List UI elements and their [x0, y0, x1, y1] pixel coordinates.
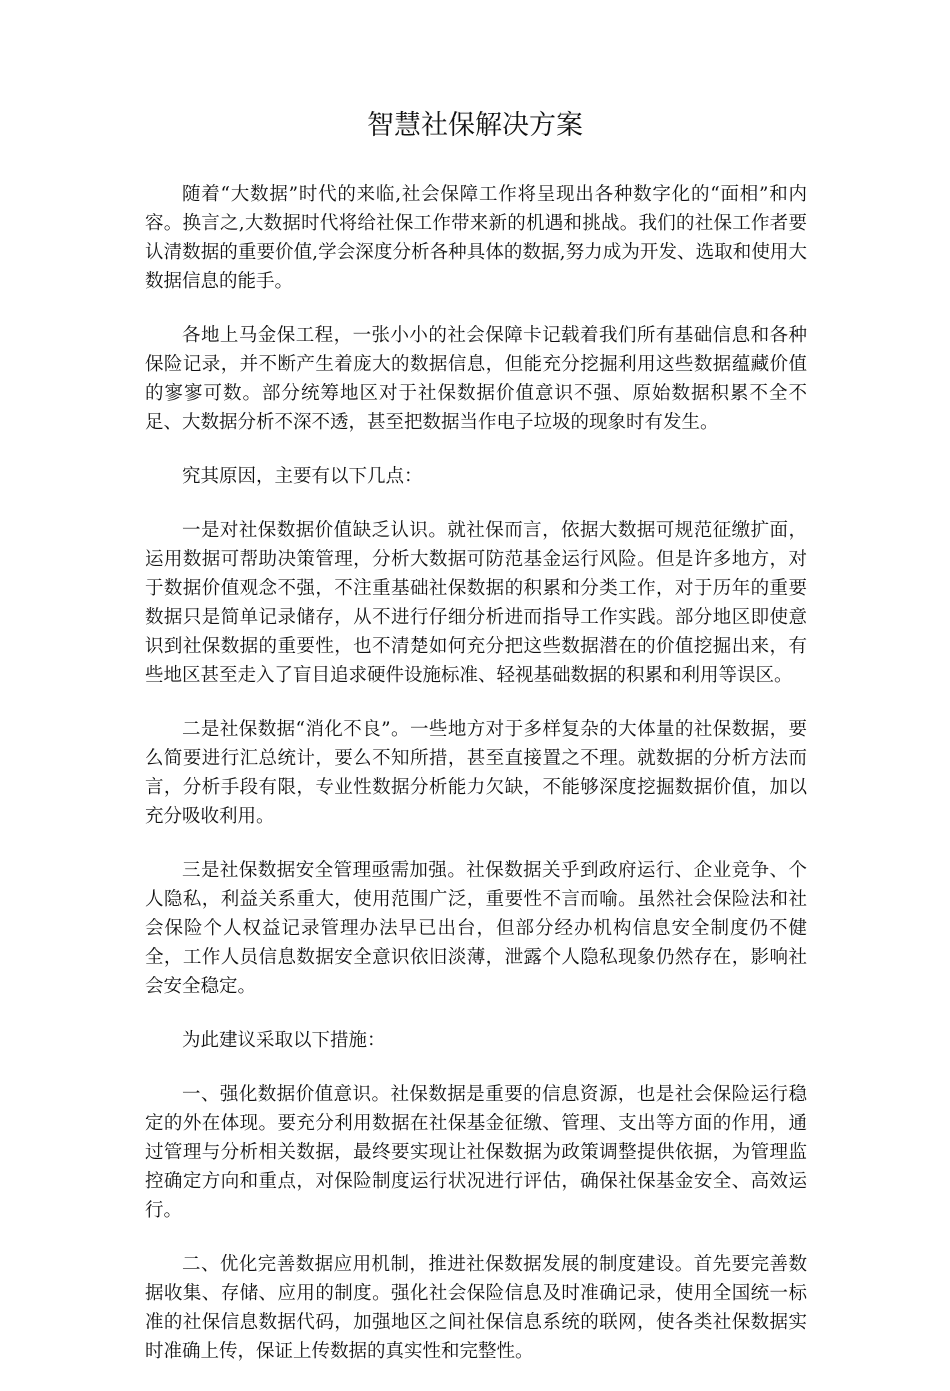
paragraph-1: 随着“大数据”时代的来临,社会保障工作将呈现出各种数字化的“面相”和内容。换言之,大数据时代将给社保工作带来新的机遇和挑战。我们的社保工作者要认清数据的重要价值,学会深度分析各种具体的数据,努力成为开发、选取和使用大数据信息的能手。	[145, 184, 807, 292]
document-title: 智慧社保解决方案	[367, 110, 583, 141]
paragraph-7: 为此建议采取以下措施：	[182, 1030, 386, 1051]
paragraph-8: 一、强化数据价值意识。社保数据是重要的信息资源，也是社会保险运行稳定的外在体现。要充分利用数据在社保基金征缴、管理、支出等方面的作用，通过管理与分析相关数据，最终要实现让社保数据为政策调整提供依据，为管理监控确定方向和重点，对保险制度运行状况进行评估，确保社保基金安全、高效运行。	[145, 1084, 807, 1221]
paragraph-5: 二是社保数据“消化不良”。一些地方对于多样复杂的大体量的社保数据，要么简要进行汇总统计，要么不知所措，甚至直接置之不理。就数据的分析方法而言，分析手段有限，专业性数据分析能力欠缺，不能够深度挖掘数据价值，加以充分吸收利用。	[145, 719, 807, 827]
paragraph-3: 究其原因，主要有以下几点：	[182, 466, 423, 487]
paragraph-4: 一是对社保数据价值缺乏认识。就社保而言，依据大数据可规范征缴扩面，运用数据可帮助决策管理，分析大数据可防范基金运行风险。但是许多地方，对于数据价值观念不强，不注重基础社保数据的积累和分类工作，对于历年的重要数据只是简单记录储存，从不进行仔细分析进而指导工作实践。部分地区即使意识到社保数据的重要性，也不清楚如何充分把这些数据潜在的价值挖掘出来，有些地区甚至走入了盲目追求硬件设施标准、轻视基础数据的积累和利用等误区。	[145, 520, 807, 686]
paragraph-9: 二、优化完善数据应用机制，推进社保数据发展的制度建设。首先要完善数据收集、存储、应用的制度。强化社会保险信息及时准确记录，使用全国统一标准的社保信息数据代码，加强地区之间社保信息系统的联网，使各类社保数据实时准确上传，保证上传数据的真实性和完整性。	[145, 1254, 807, 1362]
document-body	[145, 180, 807, 1391]
paragraph-6: 三是社保数据安全管理亟需加强。社保数据关乎到政府运行、企业竞争、个人隐私，利益关系重大，使用范围广泛，重要性不言而喻。虽然社会保险法和社会保险个人权益记录管理办法早已出台，但部分经办机构信息安全制度仍不健全，工作人员信息数据安全意识依旧淡薄，泄露个人隐私现象仍然存在，影响社会安全稳定。	[145, 860, 807, 997]
paragraph-2: 各地上马金保工程，一张小小的社会保障卡记载着我们所有基础信息和各种保险记录，并不断产生着庞大的数据信息，但能充分挖掘利用这些数据蕴藏价值的寥寥可数。部分统筹地区对于社保数据价值意识不强、原始数据积累不全不足、大数据分析不深不透，甚至把数据当作电子垃圾的现象时有发生。	[145, 325, 807, 433]
